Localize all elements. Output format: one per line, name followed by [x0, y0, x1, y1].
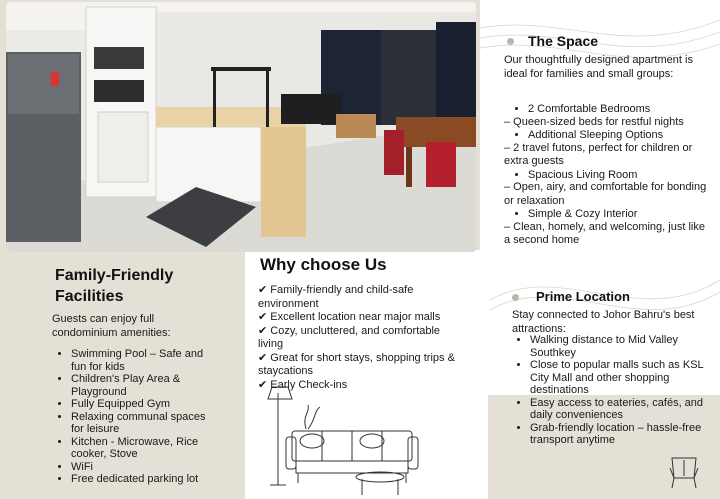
- facilities-item: • WiFi: [71, 461, 221, 474]
- space-intro: Our thoughtfully designed apartment is ideal for families and small groups:: [504, 54, 693, 80]
- space-item-detail: – Clean, homely, and welcoming, just like a second home: [504, 220, 705, 246]
- location-intro: Stay connected to Johor Bahru's best attractions:: [512, 309, 695, 335]
- space-item: [504, 208, 714, 248]
- space-item-detail: – 2 travel futons, perfect for children or extra guests: [504, 141, 693, 167]
- sofa-sketch-illustration: [262, 385, 432, 497]
- facilities-title-line2: Facilities: [55, 288, 124, 305]
- facilities-item: • Children's Play Area & Playground: [71, 373, 221, 398]
- facilities-title-line1: Family-Friendly: [55, 267, 174, 284]
- facilities-item: • Fully Equipped Gym: [71, 398, 221, 411]
- why-title: Why choose Us: [260, 255, 387, 274]
- location-title: Prime Location: [536, 289, 630, 304]
- facilities-list: [55, 348, 221, 486]
- facilities-item: • Kitchen - Microwave, Rice cooker, Stove: [71, 436, 221, 461]
- space-item-detail: – Open, airy, and comfortable for bonding or relaxation: [504, 181, 707, 207]
- facilities-item: • Swimming Pool – Safe and fun for kids: [71, 348, 221, 373]
- space-item-detail: – Queen-sized beds for restful nights: [504, 115, 684, 128]
- space-item: [504, 129, 714, 169]
- space-item-bullet: • Simple & Cozy Interior: [528, 208, 714, 221]
- space-title: The Space: [528, 33, 599, 49]
- why-item: ✔ Excellent location near major malls: [258, 311, 441, 323]
- why-item: ✔ Family-friendly and child-safe environment: [258, 284, 414, 310]
- facilities-title: [55, 265, 173, 307]
- space-item: [504, 103, 714, 129]
- facilities-item: • Relaxing communal spaces for leisure: [71, 411, 221, 436]
- space-item-bullet: • 2 Comfortable Bedrooms: [528, 103, 714, 116]
- apartment-photo: [6, 2, 476, 252]
- space-item-bullet: • Additional Sleeping Options: [528, 129, 714, 142]
- space-list: [504, 103, 714, 248]
- chair-sketch-illustration: [664, 450, 704, 490]
- facilities-intro: Guests can enjoy full condominium amenities:: [52, 313, 171, 339]
- location-item: • Close to popular malls such as KSL City Mall and other shopping destinations: [530, 359, 706, 397]
- why-item: ✔ Great for short stays, shopping trips & staycations: [258, 351, 455, 377]
- facilities-item: • Free dedicated parking lot: [71, 473, 221, 486]
- space-item: [504, 169, 714, 209]
- location-list: [514, 334, 706, 447]
- location-heading-dot: [512, 294, 519, 301]
- location-item: • Grab-friendly location – hassle-free transport anytime: [530, 422, 706, 447]
- space-item-bullet: • Spacious Living Room: [528, 169, 714, 182]
- why-item: ✔ Early Check-ins: [258, 378, 348, 391]
- location-item: • Walking distance to Mid Valley Southkey: [530, 334, 706, 359]
- why-list: [258, 284, 463, 392]
- space-heading-dot: [507, 38, 514, 45]
- why-item: ✔ Cozy, uncluttered, and comfortable living: [258, 324, 441, 350]
- location-item: • Easy access to eateries, cafés, and daily conveniences: [530, 397, 706, 422]
